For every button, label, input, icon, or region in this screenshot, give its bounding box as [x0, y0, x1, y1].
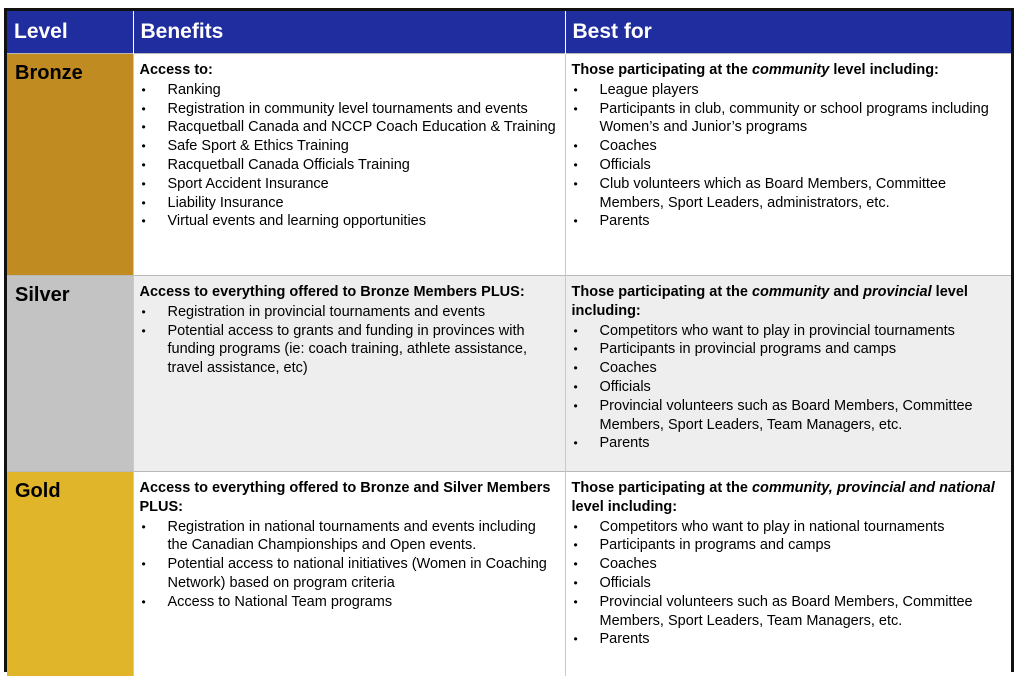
list-item: • Sport Accident Insurance [140, 175, 557, 194]
intro-text: and [829, 284, 864, 300]
list-item: • Parents [572, 630, 1004, 649]
membership-table-frame [4, 8, 1014, 672]
list-item: • Potential access to national initiatives (Women in Coaching Network) based on program criteria [140, 555, 557, 593]
list-item: • Coaches [572, 137, 1004, 156]
benefits-intro: Access to everything offered to Bronze and Silver Members PLUS: [139, 480, 551, 515]
table-row-bronze [7, 54, 1011, 276]
list-item: • Potential access to grants and funding in provinces with funding programs (ie: coach training, athlete assistance, travel assistance, etc) [140, 322, 557, 378]
list-item: • Provincial volunteers such as Board Members, Committee Members, Sport Leaders, Team Managers, etc. [572, 397, 1004, 435]
benefits-list [140, 81, 557, 231]
list-item: • Coaches [572, 555, 1004, 574]
best-for-intro [572, 61, 1004, 80]
list-item: • Racquetball Canada and NCCP Coach Education & Training [140, 118, 557, 137]
list-item: • Participants in club, community or school programs including Women’s and Junior’s programs [572, 100, 1004, 138]
best-for-list [572, 518, 1004, 650]
intro-emphasis: community, provincial and national [751, 480, 995, 496]
benefits-list [140, 303, 557, 378]
best-for-intro [572, 283, 1004, 321]
benefits-gold [133, 472, 565, 676]
list-item: • Officials [572, 574, 1004, 593]
intro-emphasis: community [751, 284, 830, 300]
list-item: • Ranking [140, 81, 557, 100]
list-item: • Virtual events and learning opportunities [140, 212, 557, 231]
list-item: • Racquetball Canada Officials Training [140, 156, 557, 175]
benefits-list [140, 518, 557, 612]
benefits-intro: Access to everything offered to Bronze Members PLUS: [139, 284, 525, 300]
list-item: • Safe Sport & Ethics Training [140, 137, 557, 156]
benefits-silver [133, 276, 565, 472]
intro-text: Those participating at the [571, 480, 752, 496]
header-level: Level [7, 11, 133, 54]
list-item: • Competitors who want to play in provincial tournaments [572, 322, 1004, 341]
list-item: • Officials [572, 378, 1004, 397]
intro-text: level including: [829, 62, 939, 78]
table-body [7, 54, 1011, 676]
intro-text: Those participating at the [571, 284, 752, 300]
list-item: • Participants in programs and camps [572, 536, 1004, 555]
best-for-silver [565, 276, 1011, 472]
benefits-bronze [133, 54, 565, 276]
list-item: • Registration in national tournaments and events including the Canadian Championships and Open events. [140, 518, 557, 556]
best-for-list [572, 81, 1004, 231]
header-best-for: Best for [565, 11, 1011, 54]
table-row-gold [7, 472, 1011, 676]
list-item: • Officials [572, 156, 1004, 175]
list-item: • Access to National Team programs [140, 593, 557, 612]
header-benefits: Benefits [133, 11, 565, 54]
best-for-list [572, 322, 1004, 454]
list-item: • Registration in provincial tournaments and events [140, 303, 557, 322]
list-item: • League players [572, 81, 1004, 100]
intro-emphasis: community [751, 62, 830, 78]
list-item: • Registration in community level tournaments and events [140, 100, 557, 119]
list-item: • Parents [572, 434, 1004, 453]
level-gold: Gold [7, 472, 133, 676]
table-header [7, 11, 1011, 54]
best-for-gold [565, 472, 1011, 676]
intro-text: level including: [571, 284, 968, 319]
best-for-intro [572, 479, 1004, 517]
intro-text: Those participating at the [571, 62, 752, 78]
list-item: • Parents [572, 212, 1004, 231]
list-item: • Participants in provincial programs and camps [572, 340, 1004, 359]
list-item: • Competitors who want to play in national tournaments [572, 518, 1004, 537]
level-silver: Silver [7, 276, 133, 472]
best-for-bronze [565, 54, 1011, 276]
intro-emphasis: provincial [863, 284, 932, 300]
list-item: • Provincial volunteers such as Board Members, Committee Members, Sport Leaders, Team Managers, etc. [572, 593, 1004, 631]
benefits-intro: Access to: [139, 62, 213, 78]
list-item: • Coaches [572, 359, 1004, 378]
level-bronze: Bronze [7, 54, 133, 276]
membership-levels-table [7, 11, 1011, 676]
list-item: • Club volunteers which as Board Members, Committee Members, Sport Leaders, administrators, etc. [572, 175, 1004, 213]
header-row [7, 11, 1011, 54]
table-row-silver [7, 276, 1011, 472]
intro-text: level including: [571, 498, 678, 515]
list-item: • Liability Insurance [140, 194, 557, 213]
